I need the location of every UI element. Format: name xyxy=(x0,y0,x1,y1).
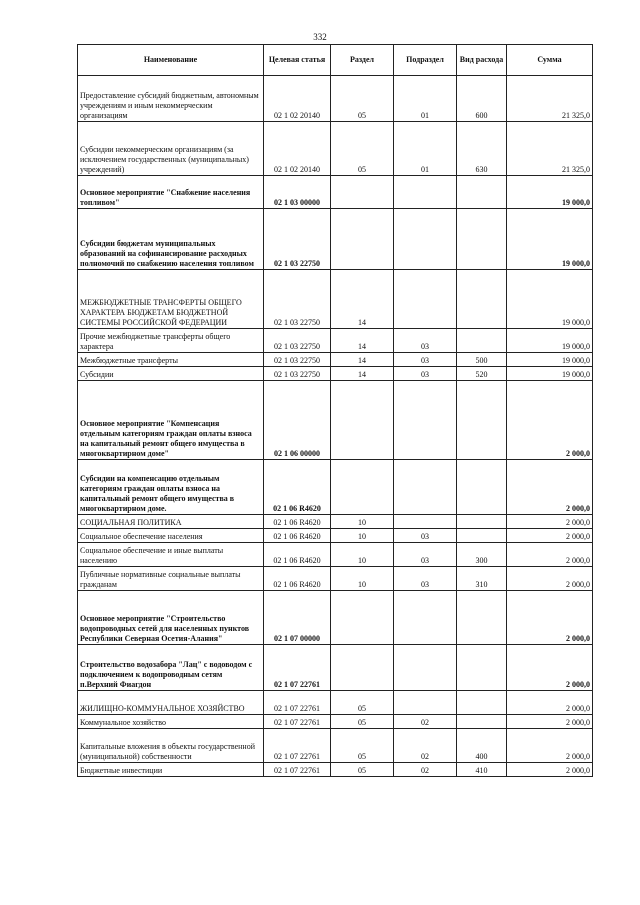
table-row xyxy=(78,729,593,763)
cell-subsection xyxy=(394,381,457,460)
cell-code: 02 1 03 22750 xyxy=(264,353,331,367)
table-row xyxy=(78,567,593,591)
cell-section xyxy=(331,645,394,691)
cell-expense-type xyxy=(457,460,507,515)
cell-section: 14 xyxy=(331,367,394,381)
cell-code: 02 1 02 20140 xyxy=(264,76,331,122)
cell-expense-type xyxy=(457,515,507,529)
cell-expense-type xyxy=(457,329,507,353)
header-sum: Сумма xyxy=(507,45,593,76)
cell-section: 05 xyxy=(331,691,394,715)
cell-expense-type: 500 xyxy=(457,353,507,367)
cell-name: СОЦИАЛЬНАЯ ПОЛИТИКА xyxy=(78,515,264,529)
cell-subsection xyxy=(394,460,457,515)
cell-name: Основное мероприятие "Снабжение населения топливом" xyxy=(78,176,264,209)
table-row xyxy=(78,381,593,460)
cell-subsection: 03 xyxy=(394,329,457,353)
cell-sum: 19 000,0 xyxy=(507,209,593,270)
cell-name: Субсидии на компенсацию отдельным категориям граждан оплаты взноса на капитальный ремонт общего имущества в многоквартирном доме. xyxy=(78,460,264,515)
cell-name: Капитальные вложения в объекты государственной (муниципальной) собственности xyxy=(78,729,264,763)
cell-sum: 2 000,0 xyxy=(507,460,593,515)
cell-name: Основное мероприятие "Строительство водопроводных сетей для населенных пунктов Республики Северная Осетия-Алания" xyxy=(78,591,264,645)
header-subsection: Подраздел xyxy=(394,45,457,76)
cell-subsection xyxy=(394,515,457,529)
cell-sum: 2 000,0 xyxy=(507,715,593,729)
cell-expense-type xyxy=(457,645,507,691)
cell-code: 02 1 03 00000 xyxy=(264,176,331,209)
cell-section: 10 xyxy=(331,515,394,529)
header-expense-type: Вид расхода xyxy=(457,45,507,76)
cell-expense-type xyxy=(457,209,507,270)
cell-name: Субсидии некоммерческим организациям (за исключением государственных (муниципальных) учреждений) xyxy=(78,122,264,176)
cell-subsection: 01 xyxy=(394,122,457,176)
cell-section: 05 xyxy=(331,122,394,176)
cell-subsection: 01 xyxy=(394,76,457,122)
cell-expense-type xyxy=(457,691,507,715)
cell-section: 05 xyxy=(331,715,394,729)
cell-section: 05 xyxy=(331,763,394,777)
cell-subsection xyxy=(394,691,457,715)
cell-sum: 19 000,0 xyxy=(507,367,593,381)
cell-sum: 2 000,0 xyxy=(507,729,593,763)
cell-code: 02 1 06 R4620 xyxy=(264,567,331,591)
table-row xyxy=(78,176,593,209)
table-row xyxy=(78,353,593,367)
cell-name: Публичные нормативные социальные выплаты гражданам xyxy=(78,567,264,591)
cell-sum: 2 000,0 xyxy=(507,591,593,645)
table-row xyxy=(78,329,593,353)
cell-code: 02 1 02 20140 xyxy=(264,122,331,176)
budget-table xyxy=(77,44,593,777)
cell-code: 02 1 07 22761 xyxy=(264,729,331,763)
table-row xyxy=(78,691,593,715)
cell-code: 02 1 06 R4620 xyxy=(264,460,331,515)
cell-name: Субсидии xyxy=(78,367,264,381)
cell-sum: 19 000,0 xyxy=(507,353,593,367)
cell-name: ЖИЛИЩНО-КОММУНАЛЬНОЕ ХОЗЯЙСТВО xyxy=(78,691,264,715)
cell-code: 02 1 06 R4620 xyxy=(264,529,331,543)
cell-name: Основное мероприятие "Компенсация отдельным категориям граждан оплаты взноса на капитальный ремонт общего имущества в многоквартирном доме" xyxy=(78,381,264,460)
cell-subsection xyxy=(394,645,457,691)
cell-sum: 2 000,0 xyxy=(507,567,593,591)
cell-section: 14 xyxy=(331,353,394,367)
cell-subsection xyxy=(394,591,457,645)
table-row xyxy=(78,209,593,270)
cell-name: Коммунальное хозяйство xyxy=(78,715,264,729)
cell-subsection xyxy=(394,176,457,209)
cell-section xyxy=(331,209,394,270)
cell-expense-type: 300 xyxy=(457,543,507,567)
cell-sum: 2 000,0 xyxy=(507,381,593,460)
cell-sum: 2 000,0 xyxy=(507,529,593,543)
cell-expense-type: 600 xyxy=(457,76,507,122)
cell-section: 14 xyxy=(331,270,394,329)
table-row xyxy=(78,543,593,567)
cell-name: Бюджетные инвестиции xyxy=(78,763,264,777)
cell-expense-type xyxy=(457,270,507,329)
cell-name: МЕЖБЮДЖЕТНЫЕ ТРАНСФЕРТЫ ОБЩЕГО ХАРАКТЕРА БЮДЖЕТАМ БЮДЖЕТНОЙ СИСТЕМЫ РОССИЙСКОЙ ФЕДЕРАЦИИ xyxy=(78,270,264,329)
cell-subsection: 02 xyxy=(394,763,457,777)
cell-code: 02 1 03 22750 xyxy=(264,209,331,270)
table-header xyxy=(78,45,593,76)
table-row xyxy=(78,367,593,381)
cell-expense-type xyxy=(457,715,507,729)
table-row xyxy=(78,460,593,515)
cell-code: 02 1 07 22761 xyxy=(264,645,331,691)
cell-name: Социальное обеспечение населения xyxy=(78,529,264,543)
cell-expense-type: 400 xyxy=(457,729,507,763)
table-row xyxy=(78,763,593,777)
cell-section xyxy=(331,381,394,460)
cell-subsection: 03 xyxy=(394,529,457,543)
cell-sum: 2 000,0 xyxy=(507,543,593,567)
cell-section: 05 xyxy=(331,76,394,122)
cell-sum: 19 000,0 xyxy=(507,270,593,329)
cell-code: 02 1 06 R4620 xyxy=(264,543,331,567)
cell-sum: 19 000,0 xyxy=(507,329,593,353)
table-row xyxy=(78,529,593,543)
table-row xyxy=(78,515,593,529)
header-row xyxy=(78,45,593,76)
cell-section xyxy=(331,176,394,209)
cell-section: 10 xyxy=(331,529,394,543)
cell-name: Социальное обеспечение и иные выплаты населению xyxy=(78,543,264,567)
table-row xyxy=(78,270,593,329)
cell-expense-type xyxy=(457,591,507,645)
table-row xyxy=(78,122,593,176)
cell-section xyxy=(331,591,394,645)
cell-code: 02 1 07 22761 xyxy=(264,715,331,729)
cell-section: 14 xyxy=(331,329,394,353)
header-name: Наименование xyxy=(78,45,264,76)
cell-code: 02 1 03 22750 xyxy=(264,270,331,329)
cell-name: Прочие межбюджетные трансферты общего характера xyxy=(78,329,264,353)
table-row xyxy=(78,715,593,729)
cell-sum: 2 000,0 xyxy=(507,763,593,777)
cell-subsection xyxy=(394,209,457,270)
cell-expense-type xyxy=(457,381,507,460)
cell-name: Субсидии бюджетам муниципальных образований на софинансирование расходных полномочий по снабжению населения топливом xyxy=(78,209,264,270)
cell-name: Предоставление субсидий бюджетным, автономным учреждениям и иным некоммерческим организациям xyxy=(78,76,264,122)
table-row xyxy=(78,591,593,645)
cell-section xyxy=(331,460,394,515)
cell-sum: 21 325,0 xyxy=(507,122,593,176)
table-row xyxy=(78,76,593,122)
header-section: Раздел xyxy=(331,45,394,76)
cell-section: 10 xyxy=(331,543,394,567)
cell-subsection: 03 xyxy=(394,543,457,567)
cell-subsection xyxy=(394,270,457,329)
cell-code: 02 1 07 22761 xyxy=(264,691,331,715)
cell-sum: 2 000,0 xyxy=(507,691,593,715)
cell-expense-type: 310 xyxy=(457,567,507,591)
cell-subsection: 03 xyxy=(394,353,457,367)
cell-code: 02 1 03 22750 xyxy=(264,367,331,381)
header-code: Целевая статья xyxy=(264,45,331,76)
page-number: 332 xyxy=(313,32,327,42)
table-body xyxy=(78,76,593,777)
cell-sum: 21 325,0 xyxy=(507,76,593,122)
cell-name: Межбюджетные трансферты xyxy=(78,353,264,367)
cell-expense-type: 410 xyxy=(457,763,507,777)
cell-sum: 19 000,0 xyxy=(507,176,593,209)
cell-expense-type xyxy=(457,176,507,209)
cell-code: 02 1 06 00000 xyxy=(264,381,331,460)
cell-expense-type: 630 xyxy=(457,122,507,176)
cell-code: 02 1 06 R4620 xyxy=(264,515,331,529)
cell-subsection: 02 xyxy=(394,715,457,729)
cell-subsection: 03 xyxy=(394,567,457,591)
cell-section: 05 xyxy=(331,729,394,763)
cell-expense-type: 520 xyxy=(457,367,507,381)
cell-expense-type xyxy=(457,529,507,543)
cell-sum: 2 000,0 xyxy=(507,645,593,691)
cell-sum: 2 000,0 xyxy=(507,515,593,529)
cell-subsection: 02 xyxy=(394,729,457,763)
cell-code: 02 1 07 00000 xyxy=(264,591,331,645)
cell-section: 10 xyxy=(331,567,394,591)
cell-name: Строительство водозабора "Лац" с водоводом с подключением к водопроводным сетям п.Верхний Фиагдон xyxy=(78,645,264,691)
table-row xyxy=(78,645,593,691)
cell-code: 02 1 03 22750 xyxy=(264,329,331,353)
cell-subsection: 03 xyxy=(394,367,457,381)
cell-code: 02 1 07 22761 xyxy=(264,763,331,777)
